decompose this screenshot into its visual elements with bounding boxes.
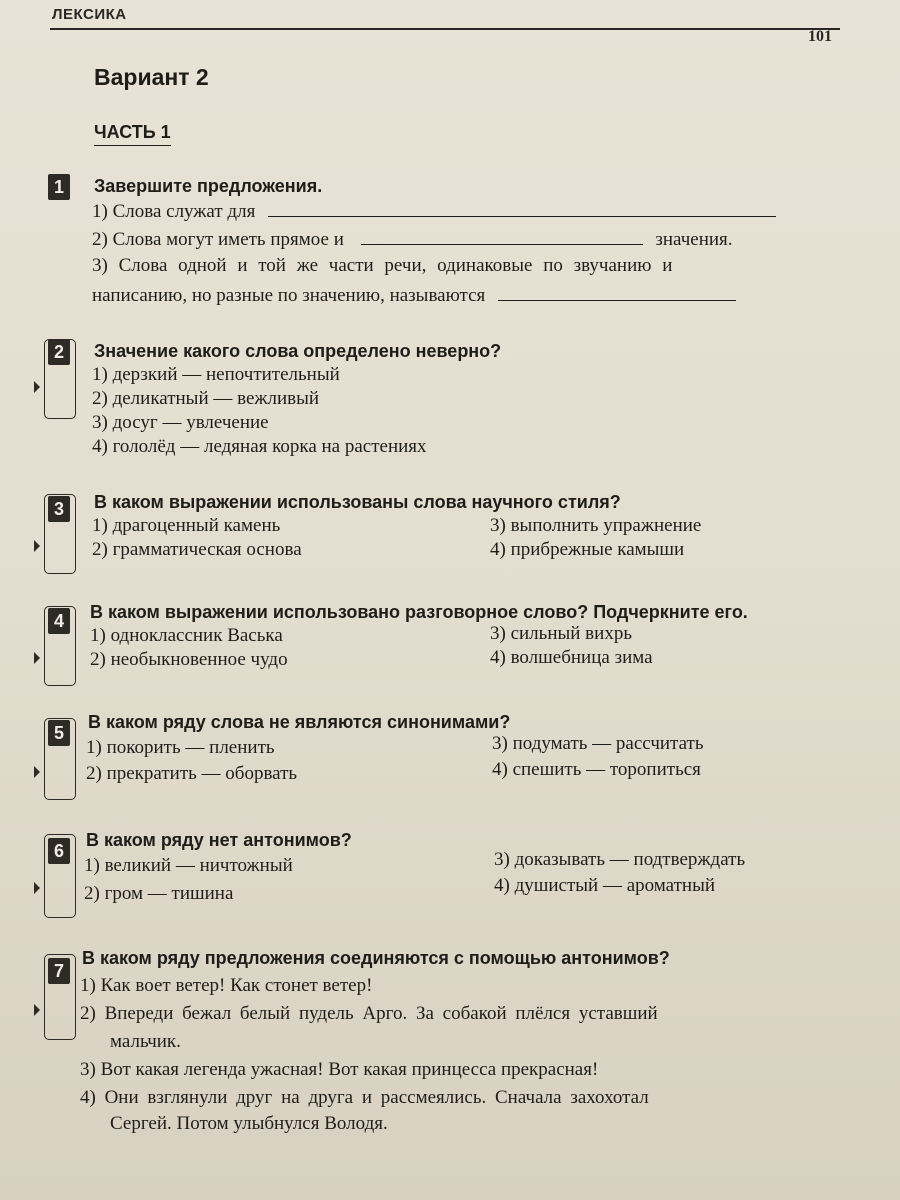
task-question: В каком ряду нет антонимов? (86, 830, 352, 850)
task-line (92, 226, 733, 252)
section-label: ЛЕКСИКА (52, 6, 127, 23)
answer-option: 3) доказывать — подтверждать (494, 849, 746, 870)
task-number-badge: 3 (48, 496, 70, 522)
answer-option-continuation: Сергей. Потом улыбнулся Володя. (110, 1113, 388, 1134)
answer-option: 1) драгоценный камень (92, 515, 281, 536)
arrow-marker-icon (34, 766, 40, 778)
answer-option: 4) прибрежные камыши (490, 539, 685, 560)
answer-option-continuation: мальчик. (110, 1031, 181, 1052)
part-title: ЧАСТЬ 1 (94, 122, 171, 146)
answer-blank[interactable] (268, 198, 776, 217)
answer-option: 1) одноклассник Васька (90, 625, 283, 646)
arrow-marker-icon (34, 652, 40, 664)
answer-option: 1) великий — ничтожный (84, 855, 293, 876)
task-question: В каком ряду слова не являются синонимами? (88, 712, 511, 732)
task-number-badge: 7 (48, 958, 70, 984)
answer-option: 3) досуг — увлечение (92, 412, 269, 433)
task-line-text: 2) Слова могут иметь прямое и (92, 229, 344, 250)
arrow-marker-icon (34, 540, 40, 552)
task-number-badge: 1 (48, 174, 70, 200)
answer-option: 3) выполнить упражнение (490, 515, 702, 536)
task-question: В каком ряду предложения соединяются с помощью антонимов? (82, 948, 670, 968)
task-line-text: значения. (655, 229, 733, 250)
arrow-marker-icon (34, 882, 40, 894)
task-number-badge: 2 (48, 339, 70, 365)
task-number-badge: 5 (48, 720, 70, 746)
answer-option: 4) гололёд — ледяная корка на растениях (92, 436, 427, 457)
variant-title: Вариант 2 (94, 64, 209, 90)
answer-option: 2) грамматическая основа (92, 539, 302, 560)
answer-option: 4) спешить — торопиться (492, 759, 701, 780)
answer-option: 2) деликатный — вежливый (92, 388, 320, 409)
answer-option: 1) покорить — пленить (86, 737, 275, 758)
answer-option: 1) Как воет ветер! Как стонет ветер! (80, 975, 373, 996)
answer-blank[interactable] (498, 282, 736, 301)
answer-option: 2) прекратить — оборвать (86, 763, 298, 784)
task-question: В каком выражении использовано разговорное слово? Подчеркните его. (90, 602, 748, 622)
task-question: Завершите предложения. (94, 176, 323, 196)
answer-option: 2) гром — тишина (84, 883, 234, 904)
task-number-badge: 6 (48, 838, 70, 864)
task-line: 3) Слова одной и той же части речи, одинаковые по звучанию и (92, 255, 673, 276)
answer-blank[interactable] (361, 226, 643, 245)
answer-option: 3) подумать — рассчитать (492, 733, 704, 754)
answer-option: 3) сильный вихрь (490, 623, 632, 644)
arrow-marker-icon (34, 381, 40, 393)
answer-option: 4) душистый — ароматный (494, 875, 716, 896)
answer-option: 3) Вот какая легенда ужасная! Вот какая принцесса прекрасная! (80, 1059, 599, 1080)
answer-option: 1) дерзкий — непочтительный (92, 364, 340, 385)
arrow-marker-icon (34, 1004, 40, 1016)
task-line-text: 1) Слова служат для (92, 201, 256, 222)
task-line (92, 282, 736, 308)
answer-option: 2) Впереди бежал белый пудель Арго. За собакой плёлся уставший (80, 1003, 658, 1024)
task-question: В каком выражении использованы слова научного стиля? (94, 492, 621, 512)
task-line (92, 198, 776, 224)
task-question: Значение какого слова определено неверно? (94, 341, 502, 361)
header-rule (50, 28, 840, 30)
answer-option: 4) Они взглянули друг на друга и рассмеялись. Сначала захохотал (80, 1087, 649, 1108)
task-line-text: написанию, но разные по значению, называются (92, 285, 486, 306)
answer-option: 4) волшебница зима (490, 647, 653, 668)
answer-option: 2) необыкновенное чудо (90, 649, 288, 670)
page-number: 101 (808, 28, 832, 45)
task-number-badge: 4 (48, 608, 70, 634)
